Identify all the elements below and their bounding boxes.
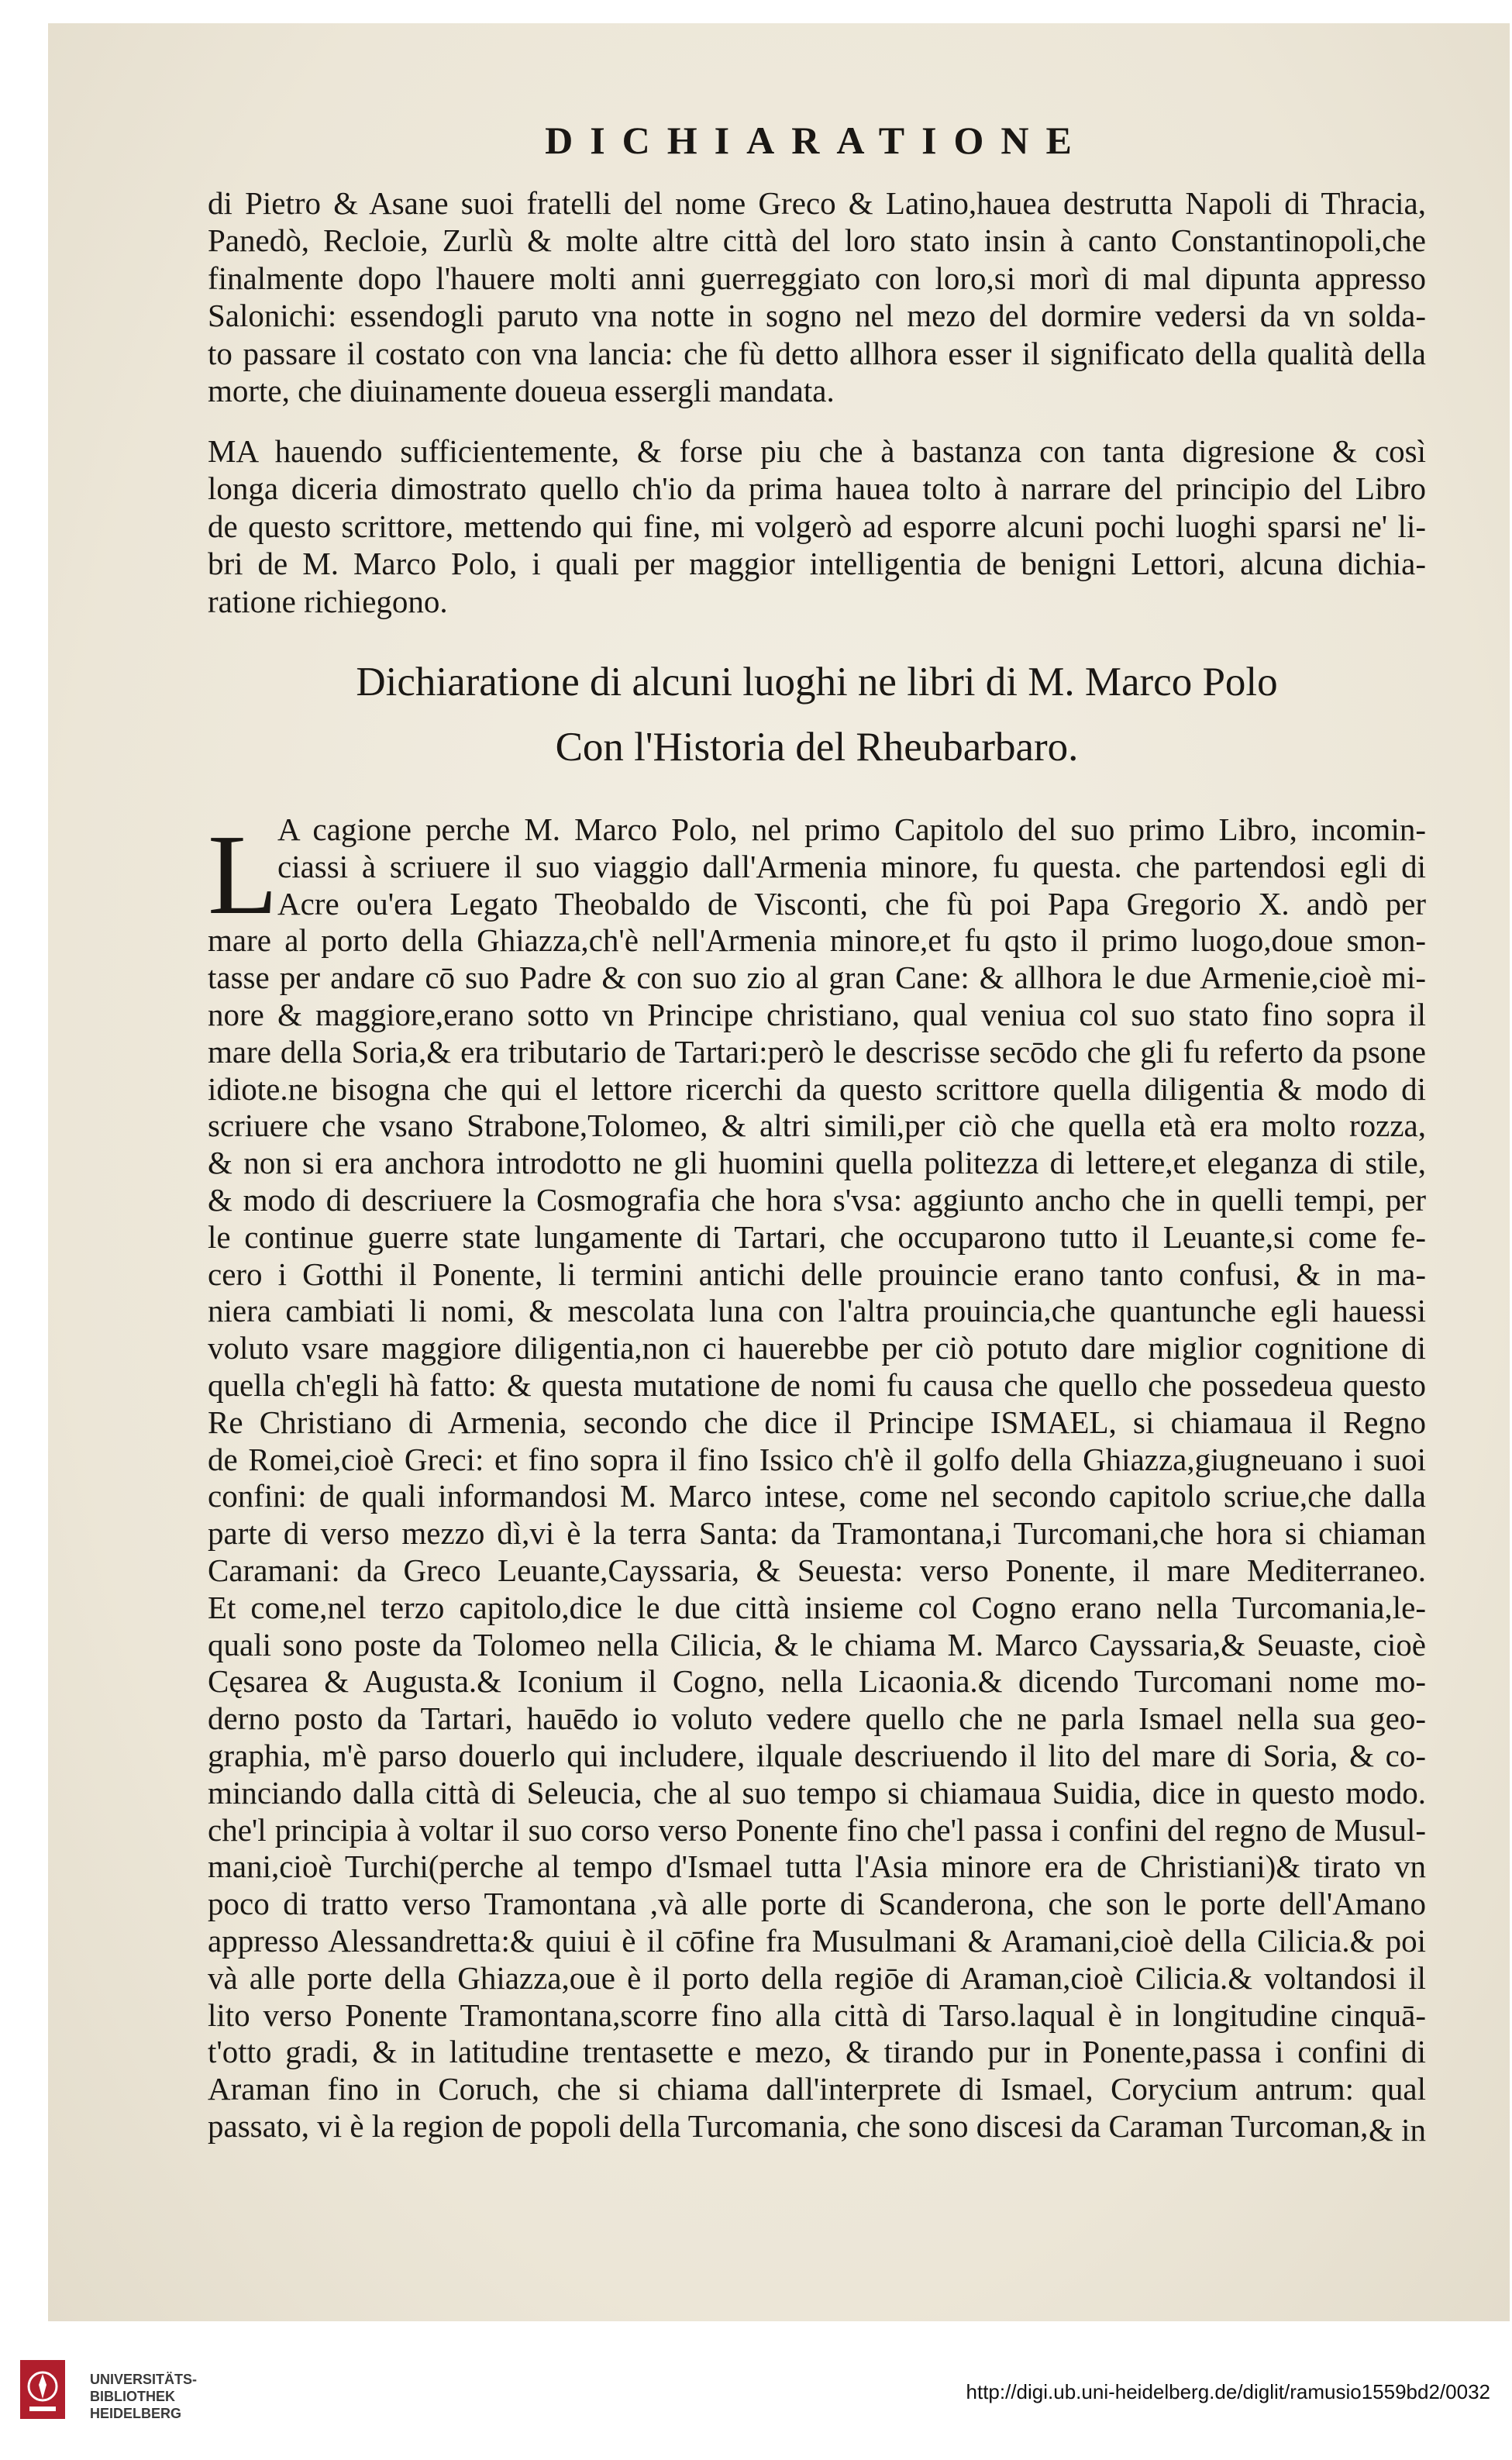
text-line: to passare il costato con vna lancia: che fù detto allhora esser il significato della qualità della xyxy=(208,335,1426,371)
section-title-line-1: Dichiaratione di alcuni luoghi ne libri di M. Marco Polo xyxy=(356,660,1278,705)
text-line: cero i Gotthi il Ponente, li termini antichi delle prouincie erano tanto confusi, & in ma- xyxy=(208,1256,1426,1292)
institution-line: UNIVERSITÄTS- xyxy=(90,2372,198,2387)
text-line: và alle porte della Ghiazza,oue è il porto della regiōe di Araman,cioè Cilicia.& voltandosi il xyxy=(208,1959,1426,1996)
text-line: derno posto da Tartari, hauēdo io voluto vedere quello che ne parla Ismael nella sua geo- xyxy=(208,1700,1426,1737)
text-line: longa diceria dimostrato quello ch'io da prima hauea tolto à narrare del principio del Libro xyxy=(208,470,1426,507)
text-line: t'otto gradi, & in latitudine trentasette e mezo, & tirando pur in Ponente,passa i confini di xyxy=(208,2034,1426,2070)
text-line: lito verso Ponente Tramontana,scorre fino alla città di Tarso.laqual è in longitudine cinquā- xyxy=(208,1997,1426,2033)
text-line: ciassi à scriuere il suo viaggio dall'Armenia minore, fu questa. che partendosi egli di xyxy=(277,848,1426,884)
text-line: tasse per andare cō suo Padre & con suo zio al gran Cane: & allhora le due Armenie,cioè mi- xyxy=(208,960,1426,996)
text-line: de Romei,cioè Greci: et fino sopra il fino Issico ch'è il golfo della Ghiazza,giugneuano i suoi xyxy=(208,1441,1426,1477)
text-line: & non si era anchora introdotto ne gli huomini quella politezza di lettere,et eleganza di stile, xyxy=(208,1145,1426,1181)
text-line: confini: de quali informandosi M. Marco intese, come nel secondo capitolo scriue,che dalla xyxy=(208,1478,1426,1514)
text-line: mare al porto della Ghiazza,ch'è nell'Armenia minore,et fu qsto il primo luogo,doue smon- xyxy=(208,922,1426,959)
text-line: niera cambiati li nomi, & mescolata luna con l'altra prouincia,che quantunche egli hauessi xyxy=(208,1293,1426,1329)
text-line: che'l principia à voltar il suo corso verso Ponente fino che'l passa i confini del regno de Musul- xyxy=(208,1811,1426,1848)
text-line: mare della Soria,& era tributario de Tartari:però le descrisse secōdo che gli fu referto da psone xyxy=(208,1033,1426,1070)
text-line: appresso Alessandretta:& quiui è il cōfine fra Musulmani & Aramani,cioè della Cilicia.& poi xyxy=(208,1923,1426,1959)
text-line: quali sono poste da Tolomeo nella Cilicia, & le chiama M. Marco Cayssaria,& Seuaste, cioè xyxy=(208,1626,1426,1662)
drop-cap: L xyxy=(208,811,278,939)
text-line: mani,cioè Turchi(perche al tempo d'Ismael tutta l'Asia minore era de Christiani)& tirato vn xyxy=(208,1848,1426,1885)
text-line: Caramani: da Greco Leuante,Cayssaria, & Seuesta: verso Ponente, il mare Mediterraneo. xyxy=(208,1552,1426,1588)
text-line: ratione richiegono. xyxy=(208,583,448,619)
text-line: MA hauendo sufficientemente, & forse piu che à bastanza con tanta digresione & così xyxy=(208,433,1426,469)
scanned-page xyxy=(48,23,1510,2321)
text-line: minciando dalla città di Seleucia, che al suo tempo si chiamaua Suidia, dice in questo modo. xyxy=(208,1774,1426,1811)
text-line: idiote.ne bisogna che qui el lettore ricerchi da questo scrittore quella diligentia & modo di xyxy=(208,1070,1426,1107)
source-url-link[interactable]: http://digi.ub.uni-heidelberg.de/diglit/ramusio1559bd2/0032 xyxy=(966,2380,1490,2403)
text-line: poco di tratto verso Tramontana ,và alle porte di Scanderona, che son le porte dell'Amano xyxy=(208,1886,1426,1922)
text-line: & modo di descriuere la Cosmografia che hora s'vsa: aggiunto ancho che in quelli tempi, per xyxy=(208,1182,1426,1218)
text-line: A cagione perche M. Marco Polo, nel primo Capitolo del suo primo Libro, incomin- xyxy=(277,811,1426,847)
running-head: DICHIARATIONE xyxy=(545,119,1089,162)
text-line: Re Christiano di Armenia, secondo che dice il Principe ISMAEL, si chiamaua il Regno xyxy=(208,1404,1426,1440)
text-line: voluto vsare maggiore diligentia,non ci hauerebbe per ciò potuto dare miglior cognitione di xyxy=(208,1330,1426,1366)
text-line: quella ch'egli hà fatto: & questa mutatione de nomi fu causa che quello che possedeua questo xyxy=(208,1367,1426,1403)
text-line: Salonichi: essendogli paruto vna notte in sogno nel mezo del dormire vedersi da vn solda- xyxy=(208,298,1426,334)
footer-bar xyxy=(0,2321,1512,2460)
text-line: passato, vi è la region de popoli della Turcomania, che sono discesi da Caraman Turcoman, xyxy=(208,2108,1369,2144)
text-line: le continue guerre state lungamente di Tartari, che occuparono tutto il Leuante,si come fe- xyxy=(208,1218,1426,1255)
catchword: & in xyxy=(1368,2112,1426,2148)
text-line: scriuere che vsano Strabone,Tolomeo, & altri simili,per ciò che quella età era molto rozza, xyxy=(208,1108,1426,1144)
text-line: Cęsarea & Augusta.& Iconium il Cogno, nella Licaonia.& dicendo Turcomani nome mo- xyxy=(208,1663,1426,1700)
text-line: Panedò, Recloie, Zurlù & molte altre città del loro stato insin à canto Constantinopoli,che xyxy=(208,222,1426,259)
text-line: di Pietro & Asane suoi fratelli del nome Greco & Latino,hauea destrutta Napoli di Thracia, xyxy=(208,185,1426,221)
institution-name xyxy=(90,2371,197,2422)
text-line: de questo scrittore, mettendo qui fine, mi volgerò ad esporre alcuni pochi luoghi sparsi ne' li- xyxy=(208,508,1426,544)
institution-line: HEIDELBERG xyxy=(90,2406,182,2421)
text-line: parte di verso mezzo dì,vi è la terra Santa: da Tramontana,i Turcomani,che hora si chiaman xyxy=(208,1515,1426,1552)
text-line: nore & maggiore,erano sotto vn Principe christiano, qual veniua col suo stato fino sopra il xyxy=(208,997,1426,1032)
text-line: graphia, m'è parso douerlo qui includere, ilquale descriuendo il lito del mare di Soria, & co- xyxy=(208,1738,1426,1773)
university-seal-icon xyxy=(19,2358,67,2420)
text-line: Et come,nel terzo capitolo,dice le due città insieme col Cogno erano nella Turcomania,le- xyxy=(208,1589,1426,1625)
text-line: Araman fino in Coruch, che si chiama dall'interprete di Ismael, Corycium antrum: qual xyxy=(208,2071,1426,2107)
text-line: finalmente dopo l'hauere molti anni guerreggiato con loro,si morì di mal dipunta appresso xyxy=(208,260,1426,296)
text-line: bri de M. Marco Polo, i quali per maggior intelligentia de benigni Lettori, alcuna dichia- xyxy=(208,546,1426,582)
text-line: Acre ou'era Legato Theobaldo de Visconti, che fù poi Papa Gregorio X. andò per xyxy=(277,885,1426,922)
institution-line: BIBLIOTHEK xyxy=(90,2389,175,2404)
section-title-line-2: Con l'Historia del Rheubarbaro. xyxy=(555,725,1079,770)
text-line: morte, che diuinamente doueua essergli mandata. xyxy=(208,373,835,408)
